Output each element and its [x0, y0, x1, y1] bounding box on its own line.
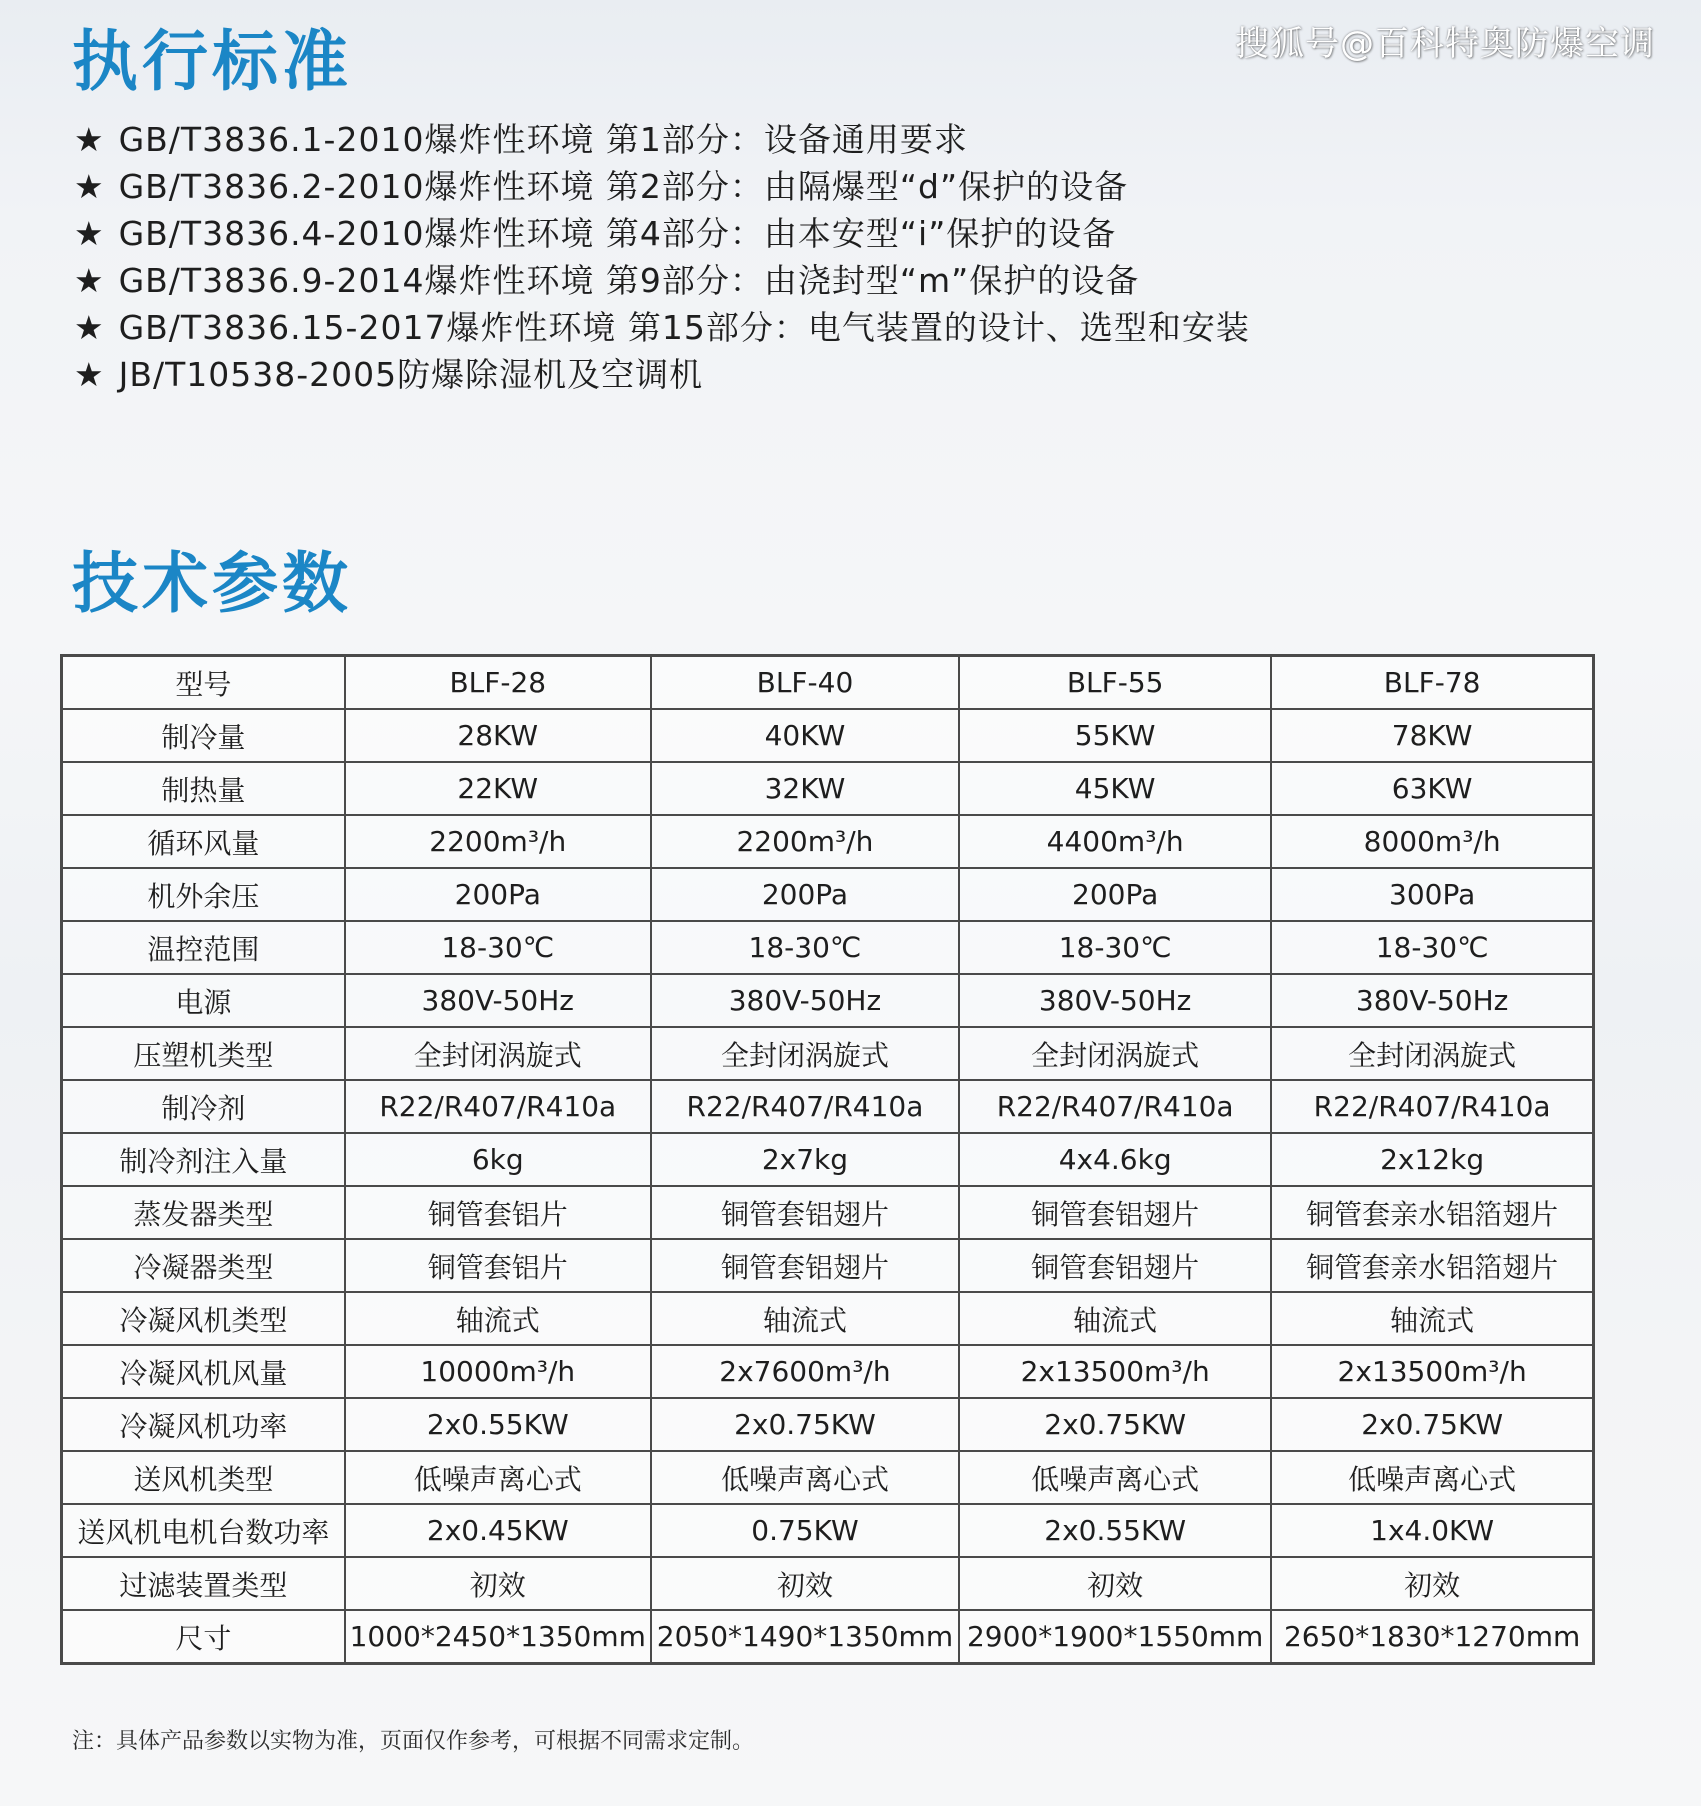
table-cell: 2200m³/h — [651, 815, 959, 868]
star-icon: ★ — [74, 167, 105, 206]
table-cell: 22KW — [345, 762, 651, 815]
table-cell: 32KW — [651, 762, 959, 815]
standard-text: GB/T3836.1-2010爆炸性环境 第1部分：设备通用要求 — [118, 120, 968, 159]
table-cell: 铜管套铝翅片 — [651, 1239, 959, 1292]
table-cell: 初效 — [959, 1557, 1271, 1610]
table-row — [62, 1610, 1594, 1664]
row-label: 循环风量 — [62, 815, 345, 868]
row-label: 制冷量 — [62, 709, 345, 762]
table-row — [62, 1292, 1594, 1345]
row-label: 冷凝风机风量 — [62, 1345, 345, 1398]
params-title: 技术参数 — [72, 545, 352, 622]
table-cell: 63KW — [1271, 762, 1593, 815]
table-cell: 200Pa — [959, 868, 1271, 921]
row-label: 冷凝器类型 — [62, 1239, 345, 1292]
table-cell: 轴流式 — [345, 1292, 651, 1345]
table-cell: R22/R407/R410a — [345, 1080, 651, 1133]
table-cell: 18-30℃ — [345, 921, 651, 974]
table-cell: 2x12kg — [1271, 1133, 1593, 1186]
row-label: 制热量 — [62, 762, 345, 815]
table-cell: 78KW — [1271, 709, 1593, 762]
table-cell: 铜管套铝片 — [345, 1186, 651, 1239]
table-cell: 6kg — [345, 1133, 651, 1186]
table-cell: 低噪声离心式 — [1271, 1451, 1593, 1504]
table-row — [62, 709, 1594, 762]
row-label: 制冷剂注入量 — [62, 1133, 345, 1186]
table-cell: 300Pa — [1271, 868, 1593, 921]
row-label: 机外余压 — [62, 868, 345, 921]
standard-text: GB/T3836.9-2014爆炸性环境 第9部分：由浇封型“m”保护的设备 — [118, 261, 1140, 300]
table-cell: 轴流式 — [959, 1292, 1271, 1345]
table-cell: 2x0.45KW — [345, 1504, 651, 1557]
standard-text: GB/T3836.2-2010爆炸性环境 第2部分：由隔爆型“d”保护的设备 — [118, 167, 1129, 206]
row-label: 型号 — [62, 656, 345, 710]
table-cell: 18-30℃ — [651, 921, 959, 974]
row-label: 过滤装置类型 — [62, 1557, 345, 1610]
table-row — [62, 1451, 1594, 1504]
table-cell: 4400m³/h — [959, 815, 1271, 868]
table-row — [62, 1557, 1594, 1610]
table-cell: 2650*1830*1270mm — [1271, 1610, 1593, 1664]
standard-item — [74, 351, 1250, 398]
table-row — [62, 1186, 1594, 1239]
table-cell: 初效 — [651, 1557, 959, 1610]
table-cell: 轴流式 — [651, 1292, 959, 1345]
table-row — [62, 815, 1594, 868]
table-row — [62, 1239, 1594, 1292]
table-cell: 全封闭涡旋式 — [345, 1027, 651, 1080]
table-cell: 初效 — [345, 1557, 651, 1610]
table-cell: R22/R407/R410a — [1271, 1080, 1593, 1133]
table-row — [62, 1398, 1594, 1451]
table-cell: BLF-78 — [1271, 656, 1593, 710]
table-cell: 铜管套铝翅片 — [959, 1186, 1271, 1239]
table-row — [62, 1080, 1594, 1133]
table-cell: 2x7600m³/h — [651, 1345, 959, 1398]
table-cell: 2x0.75KW — [959, 1398, 1271, 1451]
standard-item — [74, 257, 1250, 304]
star-icon: ★ — [74, 261, 105, 300]
table-cell: 铜管套亲水铝箔翅片 — [1271, 1239, 1593, 1292]
footnote: 注：具体产品参数以实物为准，页面仅作参考，可根据不同需求定制。 — [72, 1729, 755, 1754]
table-cell: 55KW — [959, 709, 1271, 762]
table-cell: 全封闭涡旋式 — [1271, 1027, 1593, 1080]
table-cell: 全封闭涡旋式 — [651, 1027, 959, 1080]
table-cell: 28KW — [345, 709, 651, 762]
table-row — [62, 868, 1594, 921]
table-cell: BLF-28 — [345, 656, 651, 710]
table-cell: 380V-50Hz — [959, 974, 1271, 1027]
table-cell: 40KW — [651, 709, 959, 762]
table-cell: 1000*2450*1350mm — [345, 1610, 651, 1664]
table-cell: 低噪声离心式 — [959, 1451, 1271, 1504]
table-row — [62, 1345, 1594, 1398]
standard-text: GB/T3836.4-2010爆炸性环境 第4部分：由本安型“i”保护的设备 — [118, 214, 1117, 253]
table-cell: 2x13500m³/h — [1271, 1345, 1593, 1398]
star-icon: ★ — [74, 214, 105, 253]
row-label: 温控范围 — [62, 921, 345, 974]
table-row — [62, 1504, 1594, 1557]
table-cell: 2x0.55KW — [959, 1504, 1271, 1557]
table-cell: 2200m³/h — [345, 815, 651, 868]
row-label: 冷凝风机功率 — [62, 1398, 345, 1451]
table-cell: 18-30℃ — [959, 921, 1271, 974]
table-cell: 4x4.6kg — [959, 1133, 1271, 1186]
table-cell: 铜管套亲水铝箔翅片 — [1271, 1186, 1593, 1239]
star-icon: ★ — [74, 120, 105, 159]
table-cell: 2x0.55KW — [345, 1398, 651, 1451]
row-label: 电源 — [62, 974, 345, 1027]
table-cell: 200Pa — [651, 868, 959, 921]
table-cell: 380V-50Hz — [1271, 974, 1593, 1027]
params-table-body — [62, 656, 1594, 1664]
table-row — [62, 921, 1594, 974]
table-row — [62, 762, 1594, 815]
standards-title: 执行标准 — [72, 23, 352, 100]
row-label: 蒸发器类型 — [62, 1186, 345, 1239]
table-cell: 8000m³/h — [1271, 815, 1593, 868]
standard-item — [74, 116, 1250, 163]
watermark: 搜狐号@百科特奥防爆空调 — [1235, 24, 1655, 64]
row-label: 压塑机类型 — [62, 1027, 345, 1080]
table-cell: R22/R407/R410a — [959, 1080, 1271, 1133]
table-cell: 全封闭涡旋式 — [959, 1027, 1271, 1080]
table-cell: 2050*1490*1350mm — [651, 1610, 959, 1664]
table-cell: 铜管套铝翅片 — [651, 1186, 959, 1239]
table-cell: 低噪声离心式 — [651, 1451, 959, 1504]
params-table — [60, 654, 1595, 1665]
table-cell: 380V-50Hz — [651, 974, 959, 1027]
table-cell: 轴流式 — [1271, 1292, 1593, 1345]
row-label: 尺寸 — [62, 1610, 345, 1664]
table-cell: 0.75KW — [651, 1504, 959, 1557]
standards-list — [74, 116, 1250, 398]
row-label: 送风机类型 — [62, 1451, 345, 1504]
table-cell: R22/R407/R410a — [651, 1080, 959, 1133]
row-label: 冷凝风机类型 — [62, 1292, 345, 1345]
standard-item — [74, 210, 1250, 257]
table-cell: 2x13500m³/h — [959, 1345, 1271, 1398]
table-cell: 2x7kg — [651, 1133, 959, 1186]
standard-text: GB/T3836.15-2017爆炸性环境 第15部分：电气装置的设计、选型和安装 — [118, 308, 1250, 347]
row-label: 送风机电机台数功率 — [62, 1504, 345, 1557]
table-cell: 初效 — [1271, 1557, 1593, 1610]
table-cell: 200Pa — [345, 868, 651, 921]
star-icon: ★ — [74, 355, 105, 394]
standard-item — [74, 304, 1250, 351]
star-icon: ★ — [74, 308, 105, 347]
standard-item — [74, 163, 1250, 210]
table-cell: 10000m³/h — [345, 1345, 651, 1398]
table-cell: 18-30℃ — [1271, 921, 1593, 974]
table-cell: 2x0.75KW — [1271, 1398, 1593, 1451]
table-cell: BLF-40 — [651, 656, 959, 710]
table-cell: 1x4.0KW — [1271, 1504, 1593, 1557]
table-cell: 低噪声离心式 — [345, 1451, 651, 1504]
row-label: 制冷剂 — [62, 1080, 345, 1133]
table-cell: 45KW — [959, 762, 1271, 815]
table-cell: 2900*1900*1550mm — [959, 1610, 1271, 1664]
table-row — [62, 1027, 1594, 1080]
table-cell: BLF-55 — [959, 656, 1271, 710]
table-cell: 380V-50Hz — [345, 974, 651, 1027]
table-header-row — [62, 656, 1594, 710]
standard-text: JB/T10538-2005防爆除湿机及空调机 — [118, 355, 704, 394]
table-row — [62, 1133, 1594, 1186]
table-row — [62, 974, 1594, 1027]
table-cell: 铜管套铝翅片 — [959, 1239, 1271, 1292]
table-cell: 2x0.75KW — [651, 1398, 959, 1451]
table-cell: 铜管套铝片 — [345, 1239, 651, 1292]
